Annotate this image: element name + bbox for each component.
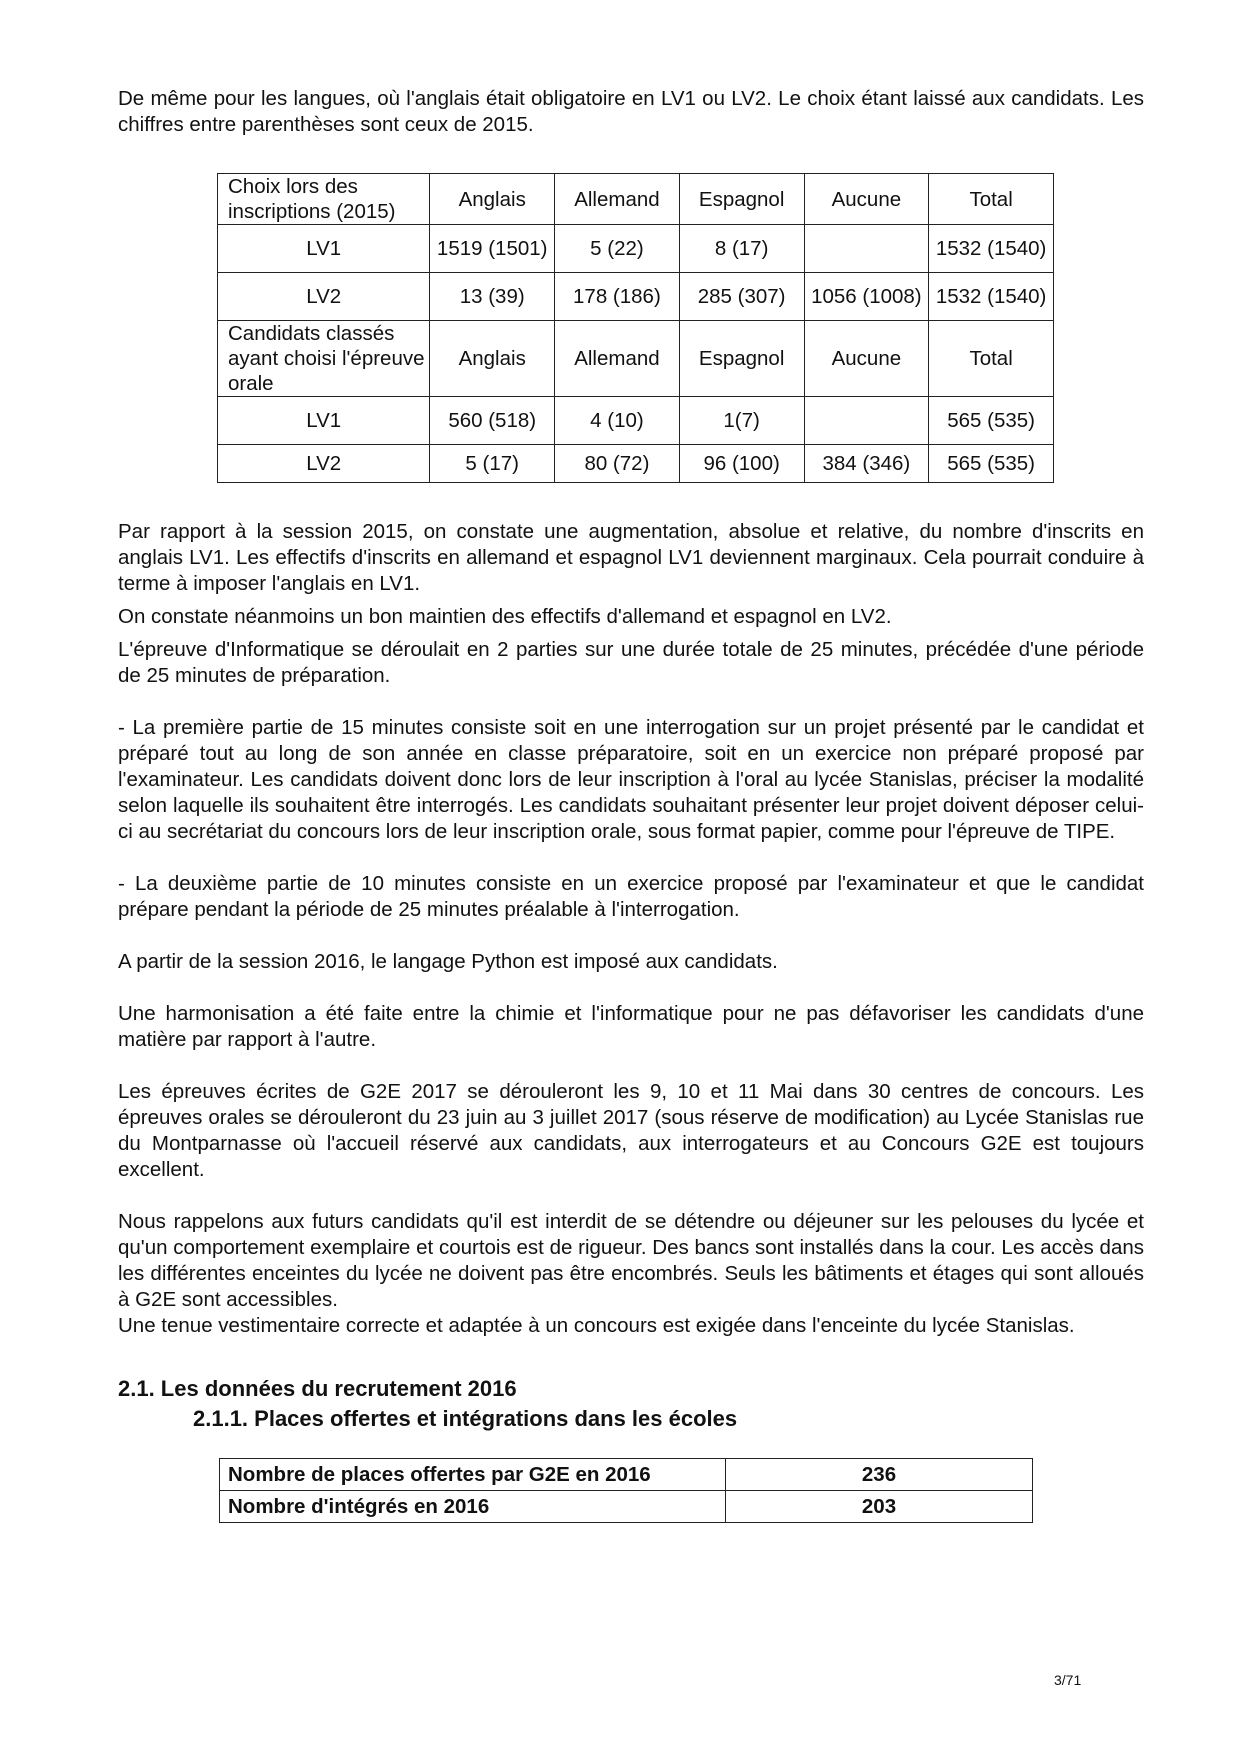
table-cell: Total	[929, 321, 1054, 397]
table-cell: LV1	[218, 225, 430, 273]
table-row	[218, 225, 1054, 273]
table-cell: 80 (72)	[555, 445, 680, 483]
table-cell: 285 (307)	[679, 273, 804, 321]
paragraph: L'épreuve d'Informatique se déroulait en 2 parties sur une durée totale de 25 minutes, précédée d'une période de 25 minutes de préparation.	[118, 638, 1144, 687]
table-cell: 1056 (1008)	[804, 273, 929, 321]
document-page	[118, 86, 1144, 1523]
table-cell: Allemand	[555, 174, 680, 225]
paragraph: Une harmonisation a été faite entre la chimie et l'informatique pour ne pas défavoriser les candidats d'une matière par rapport à l'autre.	[118, 1002, 1144, 1051]
table-cell: Espagnol	[679, 174, 804, 225]
table-cell: 4 (10)	[555, 397, 680, 445]
table-cell: 96 (100)	[679, 445, 804, 483]
table-cell: 178 (186)	[555, 273, 680, 321]
paragraph: A partir de la session 2016, le langage Python est imposé aux candidats.	[118, 950, 778, 973]
paragraph: Nous rappelons aux futurs candidats qu'il est interdit de se détendre ou déjeuner sur les pelouses du lycée et qu'un comportement exemplaire et courtois est de rigueur. Des bancs sont installés dans la cour. Les accès dans les différentes enceintes du lycée ne doivent pas être encombrés. Seuls les bâtiments et étages qui sont alloués à G2E sont accessibles.	[118, 1210, 1144, 1311]
table-cell: Aucune	[804, 174, 929, 225]
table-row	[218, 397, 1054, 445]
intro-paragraph: De même pour les langues, où l'anglais était obligatoire en LV1 ou LV2. Le choix étant laissé aux candidats. Les chiffres entre parenthèses sont ceux de 2015.	[118, 87, 1144, 136]
places-label: Nombre de places offertes par G2E en 2016	[220, 1459, 726, 1491]
table-cell: Anglais	[430, 174, 555, 225]
table-cell: 1519 (1501)	[430, 225, 555, 273]
table-cell: 8 (17)	[679, 225, 804, 273]
places-value: 236	[726, 1459, 1033, 1491]
paragraph: Par rapport à la session 2015, on constate une augmentation, absolue et relative, du nombre d'inscrits en anglais LV1. Les effectifs d'inscrits en allemand et espagnol LV1 deviennent marginaux. Cela pourrait conduire à terme à imposer l'anglais en LV1.	[118, 520, 1144, 595]
subsection-title: 2.1.1. Places offertes et intégrations dans les écoles	[193, 1406, 738, 1431]
table-cell: LV2	[218, 273, 430, 321]
paragraph: - La première partie de 15 minutes consiste soit en une interrogation sur un projet présenté par le candidat et préparé tout au long de son année en classe préparatoire, soit en un exercice non préparé proposé par l'examinateur. Les candidats doivent donc lors de leur inscription à l'oral au lycée Stanislas, préciser la modalité selon laquelle ils souhaitent être interrogés. Les candidats souhaitant présenter leur projet doivent déposer celui-ci au secrétariat du concours lors de leur inscription orale, sous format papier, comme pour l'épreuve de TIPE.	[118, 716, 1144, 843]
integres-value: 203	[726, 1491, 1033, 1523]
paragraph: - La deuxième partie de 10 minutes consiste en un exercice proposé par l'examinateur et que le candidat prépare pendant la période de 25 minutes préalable à l'interrogation.	[118, 872, 1144, 921]
places-table	[219, 1458, 1033, 1523]
table-row	[220, 1491, 1033, 1523]
table-row	[220, 1459, 1033, 1491]
table-cell: 1(7)	[679, 397, 804, 445]
table-header-row	[218, 321, 1054, 397]
table-cell: Choix lors des inscriptions (2015)	[218, 174, 430, 225]
table-cell: 5 (17)	[430, 445, 555, 483]
paragraph: On constate néanmoins un bon maintien des effectifs d'allemand et espagnol en LV2.	[118, 605, 892, 628]
page-number: 3/71	[1054, 1672, 1082, 1688]
table-cell: LV1	[218, 397, 430, 445]
table-cell: Candidats classés ayant choisi l'épreuve orale	[218, 321, 430, 397]
table-cell: Allemand	[555, 321, 680, 397]
integres-label: Nombre d'intégrés en 2016	[220, 1491, 726, 1523]
table-cell: 565 (535)	[929, 397, 1054, 445]
table-cell: Espagnol	[679, 321, 804, 397]
table-cell: Total	[929, 174, 1054, 225]
table-cell	[804, 225, 929, 273]
paragraph: Une tenue vestimentaire correcte et adaptée à un concours est exigée dans l'enceinte du lycée Stanislas.	[118, 1314, 1075, 1337]
section-title: 2.1. Les données du recrutement 2016	[118, 1376, 517, 1401]
table-header-row	[218, 174, 1054, 225]
table-row	[218, 273, 1054, 321]
table-cell: Anglais	[430, 321, 555, 397]
table-cell: 13 (39)	[430, 273, 555, 321]
table-cell: 5 (22)	[555, 225, 680, 273]
table-cell: 384 (346)	[804, 445, 929, 483]
languages-table	[217, 173, 1054, 483]
table-cell: 565 (535)	[929, 445, 1054, 483]
table-cell	[804, 397, 929, 445]
paragraph: Les épreuves écrites de G2E 2017 se dérouleront les 9, 10 et 11 Mai dans 30 centres de concours. Les épreuves orales se dérouleront du 23 juin au 3 juillet 2017 (sous réserve de modification) au Lycée Stanislas rue du Montparnasse où l'accueil réservé aux candidats, aux interrogateurs et au Concours G2E est toujours excellent.	[118, 1080, 1144, 1181]
table-cell: 1532 (1540)	[929, 273, 1054, 321]
table-cell: 1532 (1540)	[929, 225, 1054, 273]
table-cell: Aucune	[804, 321, 929, 397]
table-row	[218, 445, 1054, 483]
table-cell: 560 (518)	[430, 397, 555, 445]
table-cell: LV2	[218, 445, 430, 483]
